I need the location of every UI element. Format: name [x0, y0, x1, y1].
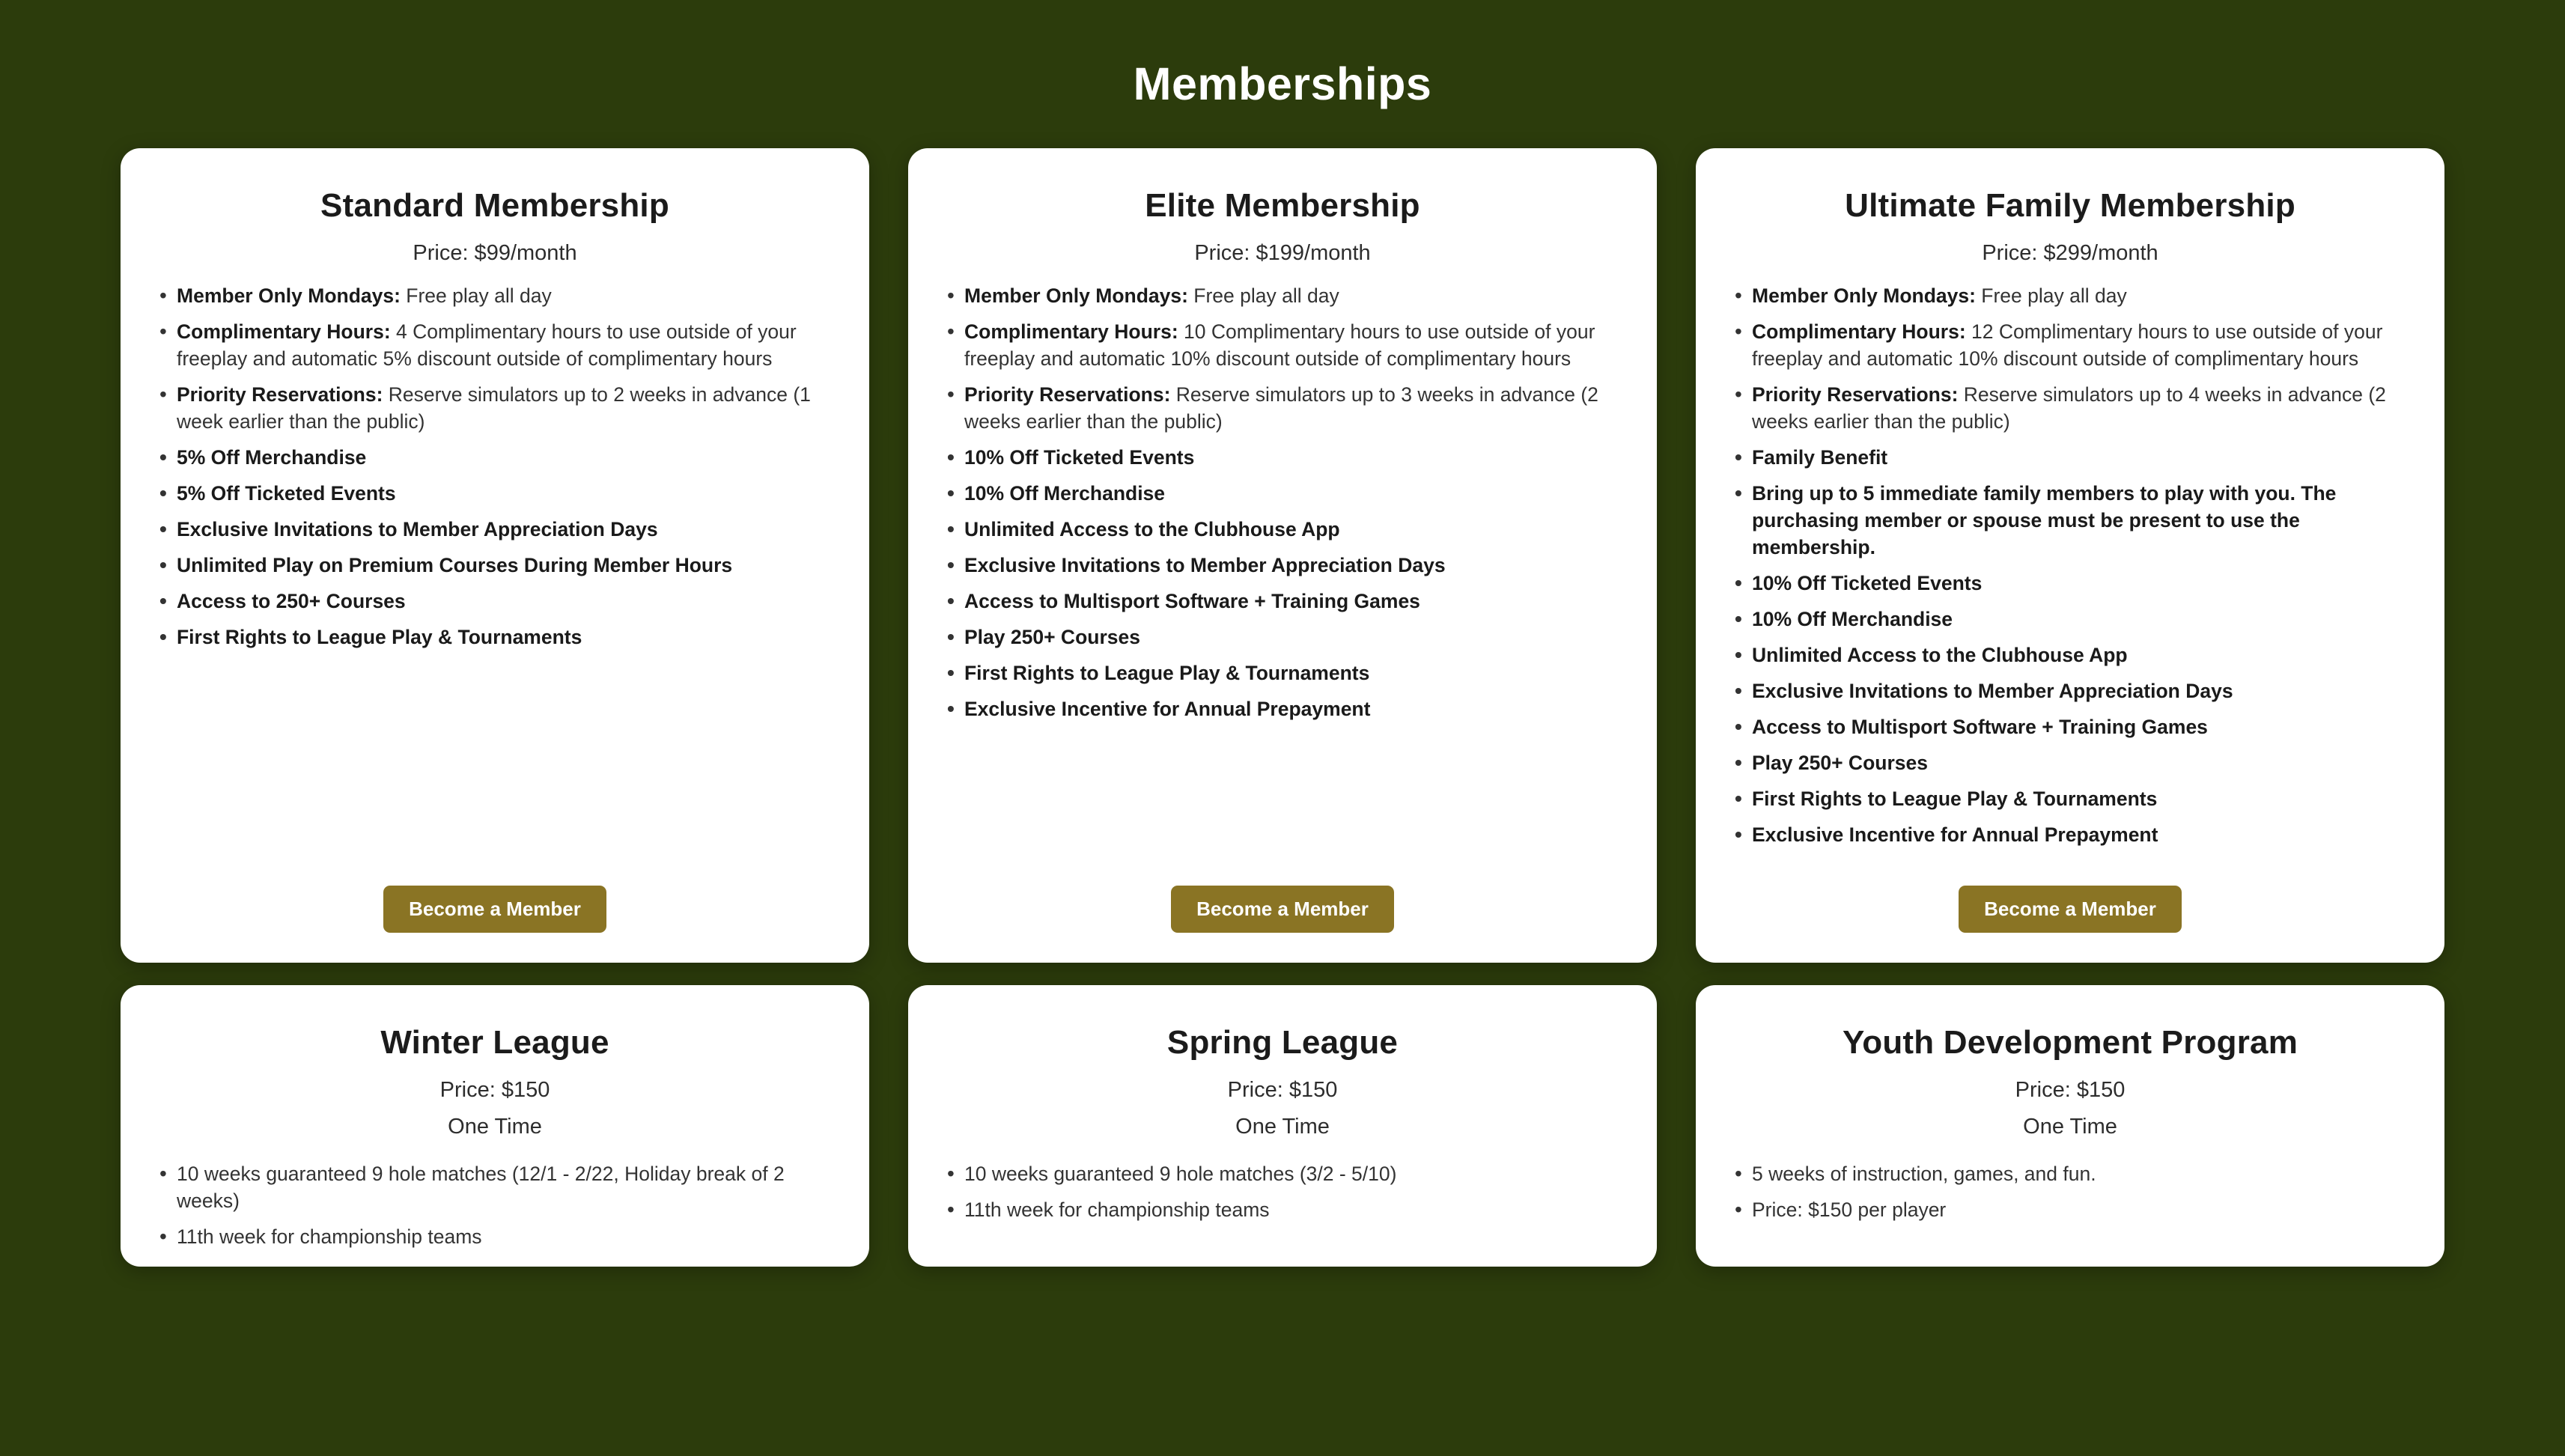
feature-text: Free play all day	[400, 284, 552, 307]
program-feature-item: • Price: $150 per player	[1727, 1196, 2413, 1223]
membership-feature-item: • Unlimited Access to the Clubhouse App	[1727, 642, 2413, 668]
program-feature-item: • 11th week for championship teams	[152, 1223, 838, 1250]
become-a-member-button[interactable]: Become a Member	[383, 886, 606, 933]
membership-feature-item: • Exclusive Incentive for Annual Prepayment	[940, 695, 1625, 722]
feature-label: Complimentary Hours:	[964, 320, 1178, 343]
feature-label: Priority Reservations:	[177, 383, 383, 406]
feature-label: Complimentary Hours:	[177, 320, 391, 343]
membership-feature-item	[940, 381, 1625, 435]
cta-wrapper	[1727, 886, 2413, 933]
membership-feature-item: • Exclusive Invitations to Member Appreciation Days	[940, 552, 1625, 579]
program-feature-list	[940, 1160, 1625, 1259]
feature-text: 12 Complimentary hours to use outside of your freeplay and automatic 10% discount outside of complimentary hours	[1752, 320, 2383, 370]
feature-label: Member Only Mondays:	[1752, 284, 1976, 307]
feature-label: Priority Reservations:	[1752, 383, 1959, 406]
cta-wrapper	[940, 886, 1625, 933]
membership-feature-item: • Access to 250+ Courses	[152, 588, 838, 615]
membership-card-price: Price: $99/month	[413, 240, 577, 265]
membership-card-price: Price: $199/month	[1194, 240, 1371, 265]
page-title: Memberships	[1133, 58, 1432, 109]
membership-feature-item: • Exclusive Incentive for Annual Prepayment	[1727, 821, 2413, 848]
become-a-member-button[interactable]: Become a Member	[1959, 886, 2182, 933]
program-feature-item: • 11th week for championship teams	[940, 1196, 1625, 1223]
program-card-title: Winter League	[380, 1024, 609, 1061]
membership-feature-list	[152, 282, 838, 858]
cta-wrapper	[152, 886, 838, 933]
membership-feature-item	[940, 282, 1625, 309]
membership-card	[121, 148, 869, 963]
membership-feature-item: • Unlimited Play on Premium Courses During Member Hours	[152, 552, 838, 579]
membership-card	[908, 148, 1657, 963]
program-card	[1696, 985, 2444, 1267]
program-card-title: Youth Development Program	[1842, 1024, 2298, 1061]
feature-text: Reserve simulators up to 3 weeks in advance (2 weeks earlier than the public)	[964, 383, 1598, 433]
membership-feature-item	[1727, 282, 2413, 309]
membership-feature-list	[1727, 282, 2413, 858]
membership-card-title: Standard Membership	[320, 186, 669, 224]
membership-feature-item	[152, 282, 838, 309]
feature-label: Member Only Mondays:	[964, 284, 1188, 307]
membership-feature-item: • 10% Off Ticketed Events	[940, 444, 1625, 471]
membership-card	[1696, 148, 2444, 963]
membership-feature-item: • 10% Off Ticketed Events	[1727, 570, 2413, 597]
program-feature-item: • 5 weeks of instruction, games, and fun.	[1727, 1160, 2413, 1187]
membership-feature-item: • Play 250+ Courses	[1727, 749, 2413, 776]
membership-feature-item: • First Rights to League Play & Tournaments	[152, 624, 838, 651]
feature-label: Priority Reservations:	[964, 383, 1171, 406]
feature-text: 4 Complimentary hours to use outside of your freeplay and automatic 5% discount outside of complimentary hours	[177, 320, 797, 370]
program-feature-list	[1727, 1160, 2413, 1259]
feature-text: Reserve simulators up to 2 weeks in advance (1 week earlier than the public)	[177, 383, 811, 433]
membership-feature-item: • 5% Off Merchandise	[152, 444, 838, 471]
membership-feature-item: • Unlimited Access to the Clubhouse App	[940, 516, 1625, 543]
membership-feature-item	[1727, 381, 2413, 435]
membership-feature-item: • Exclusive Invitations to Member Appreciation Days	[152, 516, 838, 543]
program-card-price: Price: $150	[439, 1078, 550, 1103]
membership-feature-item: • First Rights to League Play & Tournaments	[1727, 785, 2413, 812]
feature-text: 10 Complimentary hours to use outside of your freeplay and automatic 10% discount outside of complimentary hours	[964, 320, 1595, 370]
feature-text: Reserve simulators up to 4 weeks in advance (2 weeks earlier than the public)	[1752, 383, 2386, 433]
program-card-price: Price: $150	[1227, 1078, 1338, 1103]
program-cards-row	[0, 985, 2565, 1267]
membership-feature-item	[152, 381, 838, 435]
program-card-term: One Time	[2023, 1115, 2117, 1139]
membership-card-title: Elite Membership	[1145, 186, 1420, 224]
membership-feature-item: • Play 250+ Courses	[940, 624, 1625, 651]
feature-label: Complimentary Hours:	[1752, 320, 1966, 343]
membership-feature-item: • 10% Off Merchandise	[1727, 606, 2413, 633]
membership-feature-item	[1727, 318, 2413, 372]
membership-cards-row	[0, 148, 2565, 963]
membership-card-price: Price: $299/month	[1982, 240, 2158, 265]
membership-card-title: Ultimate Family Membership	[1845, 186, 2295, 224]
feature-label: Member Only Mondays:	[177, 284, 401, 307]
become-a-member-button[interactable]: Become a Member	[1171, 886, 1394, 933]
membership-feature-item: • Access to Multisport Software + Training Games	[940, 588, 1625, 615]
program-card-term: One Time	[448, 1115, 542, 1139]
program-feature-list	[152, 1160, 838, 1259]
membership-feature-item: • First Rights to League Play & Tournaments	[940, 660, 1625, 686]
membership-feature-item	[940, 318, 1625, 372]
membership-feature-item: • 5% Off Ticketed Events	[152, 480, 838, 507]
membership-feature-item: • Family Benefit	[1727, 444, 2413, 471]
program-card-price: Price: $150	[2015, 1078, 2126, 1103]
program-card-term: One Time	[1235, 1115, 1330, 1139]
program-card	[908, 985, 1657, 1267]
program-feature-item: • 10 weeks guaranteed 9 hole matches (3/2 - 5/10)	[940, 1160, 1625, 1187]
membership-feature-item: • Access to Multisport Software + Training Games	[1727, 713, 2413, 740]
membership-feature-item: • 10% Off Merchandise	[940, 480, 1625, 507]
membership-feature-item	[152, 318, 838, 372]
feature-text: Free play all day	[1187, 284, 1339, 307]
program-card-title: Spring League	[1166, 1024, 1399, 1061]
program-feature-item: • 10 weeks guaranteed 9 hole matches (12/1 - 2/22, Holiday break of 2 weeks)	[152, 1160, 838, 1214]
membership-feature-list	[940, 282, 1625, 858]
membership-feature-item: • Bring up to 5 immediate family members to play with you. The purchasing member or spouse must be present to use the membership.	[1727, 480, 2413, 561]
program-card	[121, 985, 869, 1267]
feature-text: Free play all day	[1975, 284, 2127, 307]
membership-feature-item: • Exclusive Invitations to Member Appreciation Days	[1727, 677, 2413, 704]
